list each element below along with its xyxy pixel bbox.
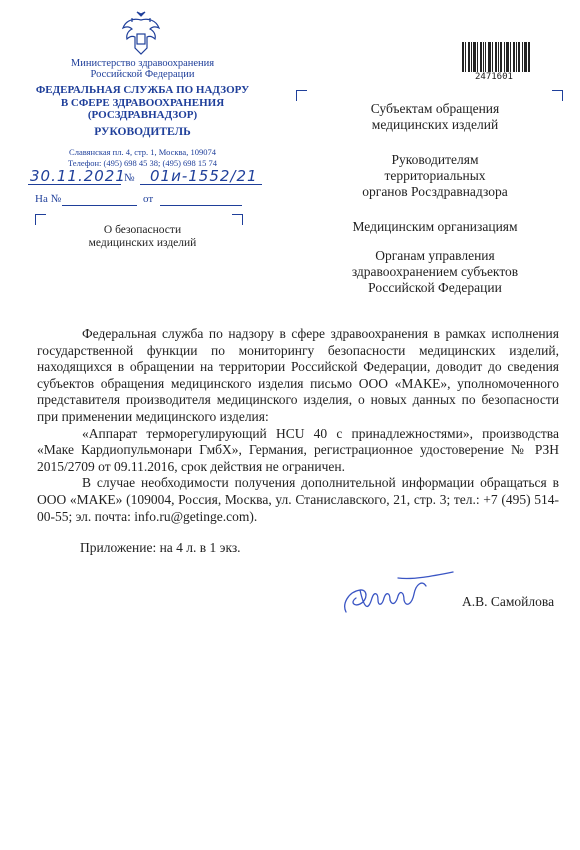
reference-from-label: от	[143, 193, 154, 205]
addressee-corner-right	[552, 90, 563, 101]
addressee-line: здравоохранением субъектов	[351, 264, 519, 279]
service-line: ФЕДЕРАЛЬНАЯ СЛУЖБА ПО НАДЗОРУ	[35, 84, 250, 96]
body-paragraph: «Аппарат терморегулирующий HCU 40 с принадлежностями», производства «Маке Кардиопульмонари ГмбХ», Германия, регистрационное удостоверение № РЗН 2015/2709 от 09.11.2016, срок действия не ограничен.	[37, 425, 559, 474]
subject-corner-left	[35, 214, 46, 225]
reference-date-line	[160, 205, 242, 206]
signer-name: А.В. Самойлова	[462, 594, 555, 609]
registration-number: 01и-1552/21	[150, 167, 258, 185]
handwritten-signature	[338, 568, 463, 623]
addressee-block	[335, 248, 535, 296]
address-block	[20, 147, 265, 168]
addressee-line: органов Росздравнадзора	[362, 184, 508, 199]
ministry-line: Российской Федерации	[90, 69, 195, 80]
addressee-corner-left	[296, 90, 307, 101]
coat-of-arms-icon	[120, 10, 162, 58]
reference-label: На №	[35, 193, 62, 205]
service-line: (РОСЗДРАВНАДЗОР)	[87, 109, 198, 121]
barcode	[462, 42, 530, 72]
addressee-block	[335, 152, 535, 200]
ministry-line: Министерство здравоохранения	[70, 58, 215, 69]
address-line: Славянская пл. 4, стр. 1, Москва, 109074	[69, 147, 216, 157]
body-paragraph: Федеральная служба по надзору в сфере здравоохранения в рамках исполнения государственной функции по мониторингу безопасности медицинских изделий, находящихся в обращении на территории Российской Федерации, доводит до сведения субъектов обращения медицинского изделия письмо ООО «МАКЕ», уполномоченного представителя производителя медицинского изделия, о новых данных по безопасности при применении медицинского изделия:	[37, 326, 559, 424]
addressee-block	[335, 101, 535, 133]
addressee-line: Медицинским организациям	[352, 219, 518, 234]
subject-text: медицинских изделий	[88, 237, 197, 249]
subject-text: О безопасности	[103, 224, 182, 236]
addressee-line: территориальных	[384, 168, 486, 183]
addressee-line: Субъектам обращения	[370, 101, 500, 116]
phone-line: Телефон: (495) 698 45 38; (495) 698 15 74	[67, 157, 218, 168]
addressee-line: Органам управления	[375, 248, 495, 263]
barcode-number: 2471601	[475, 72, 513, 82]
addressee-line: Российской Федерации	[368, 280, 502, 295]
service-name	[20, 84, 265, 122]
ministry-name	[20, 58, 265, 80]
subject-corner-right	[232, 214, 243, 225]
registration-date: 30.11.2021	[30, 167, 126, 185]
addressee-line: медицинских изделий	[371, 117, 499, 132]
body-paragraph: В случае необходимости получения дополнительной информации обращаться в ООО «МАКЕ» (109004, Россия, Москва, ул. Станиславского, 21, стр. 3; тел.: +7 (495) 514-00-55; эл. почта: info.ru@getinge.com).	[37, 475, 559, 524]
addressee-block	[335, 219, 535, 235]
number-label: №	[124, 172, 135, 184]
addressee-line: Руководителям	[391, 152, 479, 167]
reference-number-line	[62, 205, 137, 206]
service-line: В СФЕРЕ ЗДРАВООХРАНЕНИЯ	[60, 96, 225, 109]
head-title: РУКОВОДИТЕЛЬ	[94, 126, 191, 138]
subject-line	[60, 224, 225, 250]
appendix-note: Приложение: на 4 л. в 1 экз.	[80, 540, 241, 555]
letter-body	[37, 326, 559, 525]
